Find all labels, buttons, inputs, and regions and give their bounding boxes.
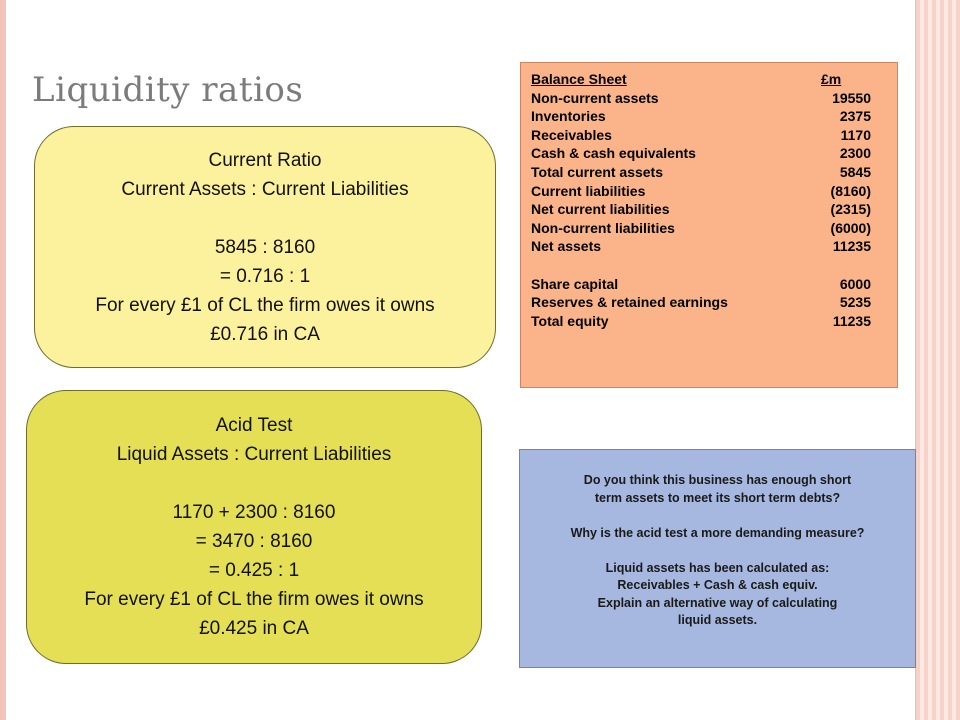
balance-sheet-row-label: Share capital [531, 275, 619, 292]
acid-test-calc-sum: = 3470 : 8160 [195, 531, 313, 552]
current-ratio-result: = 0.716 : 1 [219, 265, 311, 287]
balance-sheet-row [531, 107, 897, 126]
acid-test-result: = 0.425 : 1 [208, 560, 300, 581]
balance-sheet-row-label: Total current assets [531, 163, 664, 180]
slide-right-border [915, 0, 960, 720]
balance-sheet-unit: £m [821, 71, 842, 87]
balance-sheet-row-value: 19550 [832, 89, 871, 106]
current-ratio-heading: Current Ratio [208, 149, 322, 171]
balance-sheet-table [520, 62, 898, 388]
balance-sheet-row-value: 5235 [839, 294, 871, 311]
balance-sheet-row-value: 2300 [839, 145, 871, 162]
balance-sheet-row [531, 89, 897, 108]
question-2: Why is the acid test a more demanding measure? [570, 525, 865, 540]
balance-sheet-row-label: Net current liabilities [531, 201, 670, 218]
balance-sheet-row [531, 275, 897, 294]
question-spacer [520, 507, 915, 525]
balance-sheet-spacer [531, 256, 897, 275]
slide-title: Liquidity ratios [32, 70, 304, 110]
balance-sheet-row [531, 293, 897, 312]
question-spacer [520, 542, 915, 560]
slide-left-border [0, 0, 6, 720]
balance-sheet-title: Balance Sheet [531, 71, 627, 87]
balance-sheet-row-label: Non-current assets [531, 89, 659, 106]
balance-sheet-row-label: Cash & cash equivalents [531, 145, 696, 162]
balance-sheet-row-value: 11235 [832, 238, 871, 255]
question-3-line-3: Explain an alternative way of calculating [597, 595, 838, 610]
balance-sheet-row-value: 6000 [839, 275, 871, 292]
current-ratio-explanation: For every £1 of CL the firm owes it owns [95, 294, 435, 316]
balance-sheet-row [531, 219, 897, 238]
current-ratio-formula: Current Assets : Current Liabilities [121, 178, 409, 200]
balance-sheet-row-label: Total equity [531, 312, 609, 329]
acid-test-spacer [27, 469, 481, 498]
question-3-line-2: Receivables + Cash & cash equiv. [617, 578, 818, 592]
question-1-line-1: Do you think this business has enough short [583, 473, 852, 487]
question-1-line-2: term assets to meet its short term debts? [594, 490, 841, 505]
balance-sheet-row-label: Receivables [531, 126, 612, 143]
question-3-line-4: liquid assets. [677, 613, 758, 627]
balance-sheet-row [531, 200, 897, 219]
balance-sheet-row-label: Net assets [531, 238, 602, 255]
discussion-questions-box [519, 449, 916, 668]
balance-sheet-row-value: (6000) [830, 219, 871, 236]
current-ratio-explanation-value: £0.716 in CA [210, 323, 320, 345]
balance-sheet-row [531, 163, 897, 182]
current-ratio-spacer [35, 204, 495, 233]
acid-test-box [26, 390, 482, 664]
balance-sheet-row-value: 11235 [832, 312, 871, 329]
balance-sheet-row-value: (2315) [830, 201, 871, 218]
balance-sheet-row-value: 1170 [840, 126, 871, 143]
balance-sheet-row-value: 2375 [839, 108, 871, 125]
current-ratio-calc: 5845 : 8160 [214, 236, 316, 258]
acid-test-calc: 1170 + 2300 : 8160 [172, 502, 336, 523]
balance-sheet-row-value: 5845 [839, 163, 871, 180]
balance-sheet-row-value: (8160) [830, 182, 871, 199]
current-ratio-box [34, 126, 496, 368]
balance-sheet-row [531, 312, 897, 331]
acid-test-explanation-value: £0.425 in CA [199, 618, 309, 639]
acid-test-formula: Liquid Assets : Current Liabilities [116, 444, 392, 465]
balance-sheet-row [531, 237, 897, 256]
balance-sheet-row-label: Reserves & retained earnings [531, 294, 728, 311]
balance-sheet-row-label: Non-current liabilities [531, 219, 675, 236]
acid-test-explanation: For every £1 of CL the firm owes it owns [84, 589, 424, 610]
question-3-line-1: Liquid assets has been calculated as: [605, 560, 830, 575]
balance-sheet-row [531, 144, 897, 163]
balance-sheet-row [531, 182, 897, 201]
balance-sheet-row-label: Current liabilities [531, 182, 646, 199]
balance-sheet-row-label: Inventories [531, 108, 606, 125]
acid-test-heading: Acid Test [215, 415, 293, 436]
balance-sheet-row [531, 126, 897, 145]
balance-sheet-header [531, 70, 897, 89]
